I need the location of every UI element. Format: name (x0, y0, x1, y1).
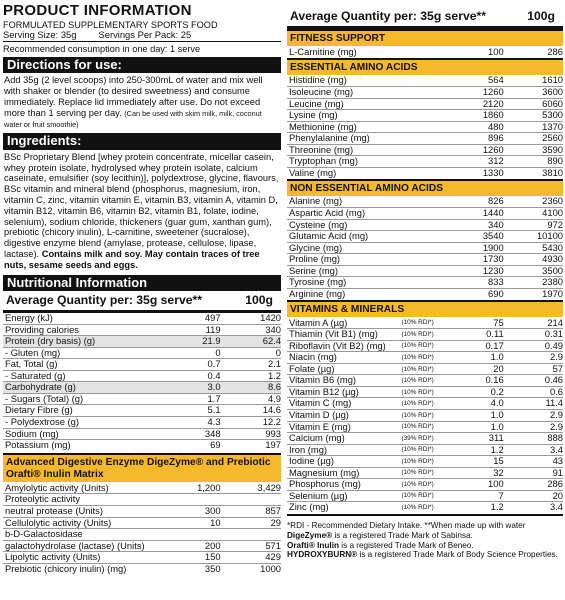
right-column-header (287, 0, 563, 29)
table-row (287, 288, 563, 300)
row-label: Zinc (mg) (287, 502, 401, 514)
per-serve-value: 0 (164, 347, 220, 359)
per-100g-label: 100g (245, 293, 273, 308)
per-serve-value: 10 (164, 517, 220, 529)
per-serve-value: 311 (451, 433, 504, 445)
per-100g-value: 4.9 (221, 393, 281, 405)
table-row (287, 196, 563, 208)
per-100g-value: 1000 (221, 563, 281, 575)
table-row (287, 352, 563, 364)
per-serve-value: 833 (451, 277, 504, 289)
per-serve-value: 1330 (451, 167, 504, 179)
row-label: Sodium (mg) (3, 428, 164, 440)
per-serve-value: 0.4 (164, 370, 220, 382)
row-label: Isoleucine (mg) (287, 87, 451, 99)
per-serve-value (164, 494, 220, 506)
vitamins-minerals-heading: VITAMINS & MINERALS (287, 300, 563, 317)
page-title: PRODUCT INFORMATION (3, 2, 192, 19)
per-100g-value: 429 (221, 552, 281, 564)
per-serve-value: 0.16 (451, 375, 504, 387)
per-100g-value: 10100 (504, 231, 563, 243)
essential-amino-heading: ESSENTIAL AMINO ACIDS (287, 58, 563, 75)
table-row (3, 347, 281, 359)
per-100g-value: 286 (504, 479, 563, 491)
per-serve-value: 497 (204, 311, 221, 323)
rdi-percent: (10% RDI*) (401, 490, 450, 502)
per-100g-value: 11.4 (504, 398, 563, 410)
rdi-percent: (10% RDI*) (401, 410, 450, 422)
rdi-percent: (10% RDI*) (401, 340, 450, 352)
table-row (287, 156, 563, 168)
table-row (287, 208, 563, 220)
row-label: Phosphorus (mg) (287, 479, 401, 491)
per-serve-value: 69 (164, 440, 220, 452)
per-serve-value: 690 (451, 288, 504, 300)
table-row (3, 552, 281, 564)
per-serve-value: 7 (451, 490, 504, 502)
per-100g-value: 1420 (260, 311, 281, 323)
per-serve-value: 100 (451, 479, 504, 491)
ingredients-heading: Ingredients: (3, 133, 281, 150)
row-label: - Saturated (g) (3, 370, 164, 382)
per-100g-value: 3.4 (504, 444, 563, 456)
table-row (3, 506, 281, 518)
directions-text (3, 73, 281, 133)
table-row (287, 98, 563, 110)
table-row (3, 405, 281, 417)
per-serve-value: 119 (164, 324, 220, 336)
per-100g-value: 12.2 (221, 416, 281, 428)
per-100g-value: 0.6 (504, 386, 563, 398)
row-label: neutral protease (Units) (3, 506, 164, 518)
per-100g-value: 2.9 (504, 410, 563, 422)
per-100g-value: 2360 (542, 195, 563, 207)
table-row (287, 502, 563, 514)
row-label: Arginine (mg) (287, 288, 451, 300)
per-100g-value: 5300 (504, 110, 563, 122)
row-label: Vitamin E (mg) (287, 421, 401, 433)
rdi-percent: (39% RDI*) (401, 433, 450, 445)
per-serve-value: 20 (451, 363, 504, 375)
per-100g-value: 4100 (504, 208, 563, 220)
per-serve-value: 0.17 (451, 340, 504, 352)
row-label: Prebiotic (chicory inulin) (mg) (3, 563, 164, 575)
table-row (287, 340, 563, 352)
table-row (3, 393, 281, 405)
table-row (287, 277, 563, 289)
per-100g-value: 2.9 (504, 421, 563, 433)
table-row (287, 87, 563, 99)
per-100g-value: 1370 (504, 121, 563, 133)
per-100g-value: 6060 (504, 98, 563, 110)
rdi-percent: (10% RDI*) (401, 386, 450, 398)
row-label: Alanine (mg) (289, 195, 343, 207)
per-serve-value: 2120 (451, 98, 504, 110)
table-row (287, 242, 563, 254)
per-100g-value: 3810 (504, 167, 563, 179)
row-label: Calcium (mg) (287, 433, 401, 445)
per-serve-value: 480 (451, 121, 504, 133)
rdi-percent: (10% RDI*) (401, 329, 450, 341)
table-row (287, 121, 563, 133)
per-100g-value: 1970 (504, 288, 563, 300)
rdi-percent: (10% RDI*) (401, 375, 450, 387)
directions-small-note: (Can be used with skim milk, milk, coconut water or fruit smoothie) (4, 108, 262, 129)
right-per-100g-label: 100g (527, 9, 555, 23)
table-row (3, 382, 281, 394)
per-serve-value: 0.7 (164, 359, 220, 371)
table-row (287, 433, 563, 445)
per-serve-value: 4.0 (451, 398, 504, 410)
allergen-statement: Contains milk and soy. May contain traces of tree nuts, sesame seeds and eggs. (4, 248, 260, 270)
per-100g-value: 890 (504, 156, 563, 168)
table-row (287, 265, 563, 277)
per-serve-value: 350 (164, 563, 220, 575)
fitness-table (287, 46, 563, 58)
table-row (287, 75, 563, 87)
per-100g-value: 91 (504, 467, 563, 479)
row-label: Thiamin (Vit B1) (mg) (287, 329, 401, 341)
per-serve-value: 1.2 (451, 502, 504, 514)
per-serve-value: 32 (451, 467, 504, 479)
row-label: Selenium (µg) (287, 490, 401, 502)
table-row (287, 219, 563, 231)
table-row (287, 231, 563, 243)
row-label: - Sugars (Total) (g) (3, 393, 164, 405)
row-label: Glutamic Acid (mg) (287, 231, 451, 243)
per-serve-value: 3540 (451, 231, 504, 243)
per-serve-value: 0.11 (451, 329, 504, 341)
row-label: Energy (kJ) (5, 311, 53, 323)
row-label: Vitamin A (µg) (289, 316, 348, 328)
per-100g-value: 2560 (504, 133, 563, 145)
nutrition-table (3, 313, 281, 451)
nonessential-amino-heading: NON ESSENTIAL AMINO ACIDS (287, 179, 563, 196)
row-label: Vitamin C (mg) (287, 398, 401, 410)
row-label: Vitamin D (µg) (287, 410, 401, 422)
row-label: Proline (mg) (287, 254, 451, 266)
per-serve-value: 1730 (451, 254, 504, 266)
essential-amino-table (287, 75, 563, 179)
row-label: Leucine (mg) (287, 98, 451, 110)
table-row (3, 359, 281, 371)
ingredients-text (3, 150, 281, 275)
per-100g-value: 4930 (504, 254, 563, 266)
per-serve-value: 150 (164, 552, 220, 564)
per-serve-value: 348 (164, 428, 220, 440)
per-serve-value: 1.0 (451, 410, 504, 422)
per-serve-value: 1440 (451, 208, 504, 220)
per-100g-value: 3590 (504, 144, 563, 156)
per-serve-value: 1.2 (451, 444, 504, 456)
table-row (287, 479, 563, 491)
nutrition-column-header (3, 291, 281, 313)
nutritional-heading: Nutritional Information (3, 275, 281, 292)
row-label: Cysteine (mg) (287, 219, 451, 231)
per-100g-value: 5430 (504, 242, 563, 254)
per-serve-value: 15 (451, 456, 504, 468)
ingredients-body: BSc Proprietary Blend [whey protein concentrate, micellar casein, whey protein isolate, hydrolysed whey protein isolate, calcium caseinate, emulsifier (soy lecithin)], polydextrose, glycine, flavours, BSc vitamin and mineral blend (phosphorus, magnesium, iron, vitamin C, zinc, vitamin vitamin E, vitamin B3, vitamin A, vitamin D, vitamin B12, vitamin B6, vitamin B2, vitamin B1, folate, iodine, selenium), sodium chloride, thickeners (guar gum, xanthan gum), prebiotic (chicory inulin), L-carnitine, sweetener (sucralose), digestive enzyme blend (amylase, protease, cellulose, lipase, lactase). (4, 151, 279, 259)
table-row (3, 540, 281, 552)
table-row (287, 110, 563, 122)
row-label: Valine (mg) (287, 167, 451, 179)
row-label: Vitamin B12 (µg) (287, 386, 401, 398)
row-label: Tyrosine (mg) (287, 277, 451, 289)
row-label: Amylolytic activity (Units) (5, 481, 109, 493)
hydroxyburn-note: HYDROXYBURN® is a registered Trade Mark of Body Science Properties. (287, 550, 558, 560)
table-row (287, 329, 563, 341)
row-label: Magnesium (mg) (287, 467, 401, 479)
per-serve-value: 100 (488, 45, 504, 57)
table-row (3, 482, 281, 494)
table-row (287, 317, 563, 329)
table-row (287, 398, 563, 410)
per-100g-value: 14.6 (221, 405, 281, 417)
enzyme-table (3, 482, 281, 574)
right-avg-quantity-label: Average Quantity per: 35g serve** (290, 9, 486, 23)
footnotes (287, 514, 563, 560)
per-serve-value: 1260 (451, 87, 504, 99)
per-100g-value: 29 (221, 517, 281, 529)
rdi-percent: (10% RDI*) (401, 479, 450, 491)
right-column (287, 0, 563, 560)
table-row (3, 416, 281, 428)
row-label: Lysine (mg) (287, 110, 451, 122)
table-row (287, 363, 563, 375)
row-label: Dietary Fibre (g) (3, 405, 164, 417)
per-100g-value: 993 (221, 428, 281, 440)
directions-heading: Directions for use: (3, 57, 281, 74)
row-label: - Gluten (mg) (3, 347, 164, 359)
per-100g-value: 972 (504, 219, 563, 231)
row-label: Methionine (mg) (287, 121, 451, 133)
per-100g-value: 197 (221, 440, 281, 452)
nonessential-amino-table (287, 196, 563, 300)
row-label: Phenylalanine (mg) (287, 133, 451, 145)
per-serve-value: 1900 (451, 242, 504, 254)
table-row (287, 456, 563, 468)
table-row (3, 440, 281, 452)
recommended-consumption: Recommended consumption in one day: 1 serve (3, 41, 281, 57)
orafti-note: Orafti® Inulin is a registered Trade Mark of Beneo. (287, 540, 474, 550)
per-serve-value: 1860 (451, 110, 504, 122)
rdi-percent: (10% RDI*) (401, 502, 450, 514)
rdi-percent: (10% RDI*) (401, 444, 450, 456)
row-label: Folate (µg) (287, 363, 401, 375)
per-serve-value: 5.1 (164, 405, 220, 417)
product-subtitle: FORMULATED SUPPLEMENTARY SPORTS FOOD (3, 19, 218, 30)
row-label: Glycine (mg) (287, 242, 451, 254)
left-column (3, 0, 281, 575)
row-label: Serine (mg) (287, 265, 451, 277)
rdi-percent: (10% RDI*) (401, 319, 434, 327)
table-row (287, 254, 563, 266)
table-row (287, 133, 563, 145)
per-100g-value: 0.46 (504, 375, 563, 387)
row-label: Niacin (mg) (287, 352, 401, 364)
table-row (287, 144, 563, 156)
per-100g-value: 857 (221, 506, 281, 518)
row-label: Iron (mg) (287, 444, 401, 456)
per-100g-value: 286 (547, 45, 563, 57)
row-label: Protein (dry basis) (g) (3, 336, 164, 348)
per-100g-value: 3.4 (504, 502, 563, 514)
per-100g-value (221, 529, 281, 541)
per-100g-value: 571 (221, 540, 281, 552)
per-serve-value: 75 (493, 316, 504, 328)
rdi-percent: (10% RDI*) (401, 352, 450, 364)
row-label: L-Carnitine (mg) (289, 45, 357, 57)
per-100g-value: 20 (504, 490, 563, 502)
per-100g-value: 3600 (504, 87, 563, 99)
per-serve-value: 340 (451, 219, 504, 231)
per-serve-value (164, 529, 220, 541)
per-100g-value: 43 (504, 456, 563, 468)
per-100g-value: 3500 (504, 265, 563, 277)
enzyme-heading: Advanced Digestive Enzyme DigeZyme® and Prebiotic Orafti® Inulin Matrix (3, 453, 281, 482)
table-row (287, 46, 563, 58)
per-serve-value: 1.7 (164, 393, 220, 405)
per-100g-value (221, 494, 281, 506)
per-serve-value: 1,200 (197, 481, 221, 493)
table-row (3, 529, 281, 541)
row-label: Aspartic Acid (mg) (287, 208, 451, 220)
per-serve-value: 312 (451, 156, 504, 168)
fitness-support-heading: FITNESS SUPPORT (287, 29, 563, 46)
row-label: Threonine (mg) (287, 144, 451, 156)
table-row (3, 494, 281, 506)
per-serve-value: 1230 (451, 265, 504, 277)
per-100g-value: 0.49 (504, 340, 563, 352)
row-label: - Polydextrose (g) (3, 416, 164, 428)
row-label: Proteolytic activity (3, 494, 164, 506)
row-label: Providing calories (3, 324, 164, 336)
servings-per-pack: Servings Per Pack: 25 (98, 29, 192, 41)
per-100g-value: 214 (547, 316, 563, 328)
per-serve-value: 1.0 (451, 421, 504, 433)
table-row (3, 336, 281, 348)
per-serve-value: 21.9 (164, 336, 220, 348)
row-label: Tryptophan (mg) (287, 156, 451, 168)
table-row (3, 517, 281, 529)
table-row (287, 167, 563, 179)
table-row (3, 370, 281, 382)
table-row (3, 428, 281, 440)
table-row (287, 410, 563, 422)
per-serve-value: 200 (164, 540, 220, 552)
per-100g-value: 62.4 (221, 336, 281, 348)
row-label: Cellulolytic activity (Units) (3, 517, 164, 529)
per-100g-value: 2.1 (221, 359, 281, 371)
per-100g-value: 8.6 (221, 382, 281, 394)
rdi-percent: (10% RDI*) (401, 456, 450, 468)
per-serve-value: 896 (451, 133, 504, 145)
row-label: Lipolytic activity (Units) (3, 552, 164, 564)
per-serve-value: 1260 (451, 144, 504, 156)
vitamins-table (287, 317, 563, 513)
per-serve-value: 564 (488, 74, 504, 86)
per-100g-value: 1.2 (221, 370, 281, 382)
per-100g-value: 2.9 (504, 352, 563, 364)
per-serve-value: 826 (488, 195, 504, 207)
table-row (287, 375, 563, 387)
rdi-percent: (10% RDI*) (401, 421, 450, 433)
row-label: Fat, Total (g) (3, 359, 164, 371)
table-row (287, 421, 563, 433)
avg-quantity-label: Average Quantity per: 35g serve** (6, 293, 202, 308)
table-row (287, 467, 563, 479)
per-serve-value: 3.0 (164, 382, 220, 394)
rdi-footnote: *RDI - Recommended Dietary Intake. **When made up with water (287, 521, 526, 531)
rdi-percent: (10% RDI*) (401, 467, 450, 479)
per-100g-value: 0 (221, 347, 281, 359)
per-100g-value: 2380 (504, 277, 563, 289)
rdi-percent: (10% RDI*) (401, 398, 450, 410)
per-serve-value: 4.3 (164, 416, 220, 428)
row-label: Carbohydrate (g) (3, 382, 164, 394)
per-serve-value: 0.2 (451, 386, 504, 398)
table-row (3, 563, 281, 575)
serving-info (3, 30, 281, 41)
digezyme-note: DigeZyme® is a registered Trade Mark of Sabinsa. (287, 530, 473, 540)
per-serve-value: 1.0 (451, 352, 504, 364)
row-label: Iodine (µg) (287, 456, 401, 468)
row-label: Vitamin B6 (mg) (287, 375, 401, 387)
per-100g-value: 888 (504, 433, 563, 445)
directions-body: Add 35g (2 level scoops) into 250-300mL of water and mix well with shaker or blender (to desired sweetness) and consume immediately. Replace lid immediately after use. Do not exceed more than 1 serving per day. (4, 75, 263, 118)
row-label: b-D-Galactosidase (3, 529, 164, 541)
table-row (287, 386, 563, 398)
serving-size: Serving Size: 35g (3, 29, 77, 41)
table-row (3, 324, 281, 336)
per-100g-value: 1610 (542, 74, 563, 86)
row-label: Potassium (mg) (3, 440, 164, 452)
per-100g-value: 3,429 (257, 481, 281, 493)
per-100g-value: 0.31 (504, 329, 563, 341)
per-serve-value: 300 (164, 506, 220, 518)
row-label: Riboflavin (Vit B2) (mg) (287, 340, 401, 352)
rdi-percent: (10% RDI*) (401, 363, 450, 375)
table-row (287, 490, 563, 502)
table-row (3, 313, 281, 325)
row-label: Histidine (mg) (289, 74, 347, 86)
per-100g-value: 340 (221, 324, 281, 336)
per-100g-value: 57 (504, 363, 563, 375)
row-label: galactohydrolase (lactase) (Units) (3, 540, 164, 552)
table-row (287, 444, 563, 456)
